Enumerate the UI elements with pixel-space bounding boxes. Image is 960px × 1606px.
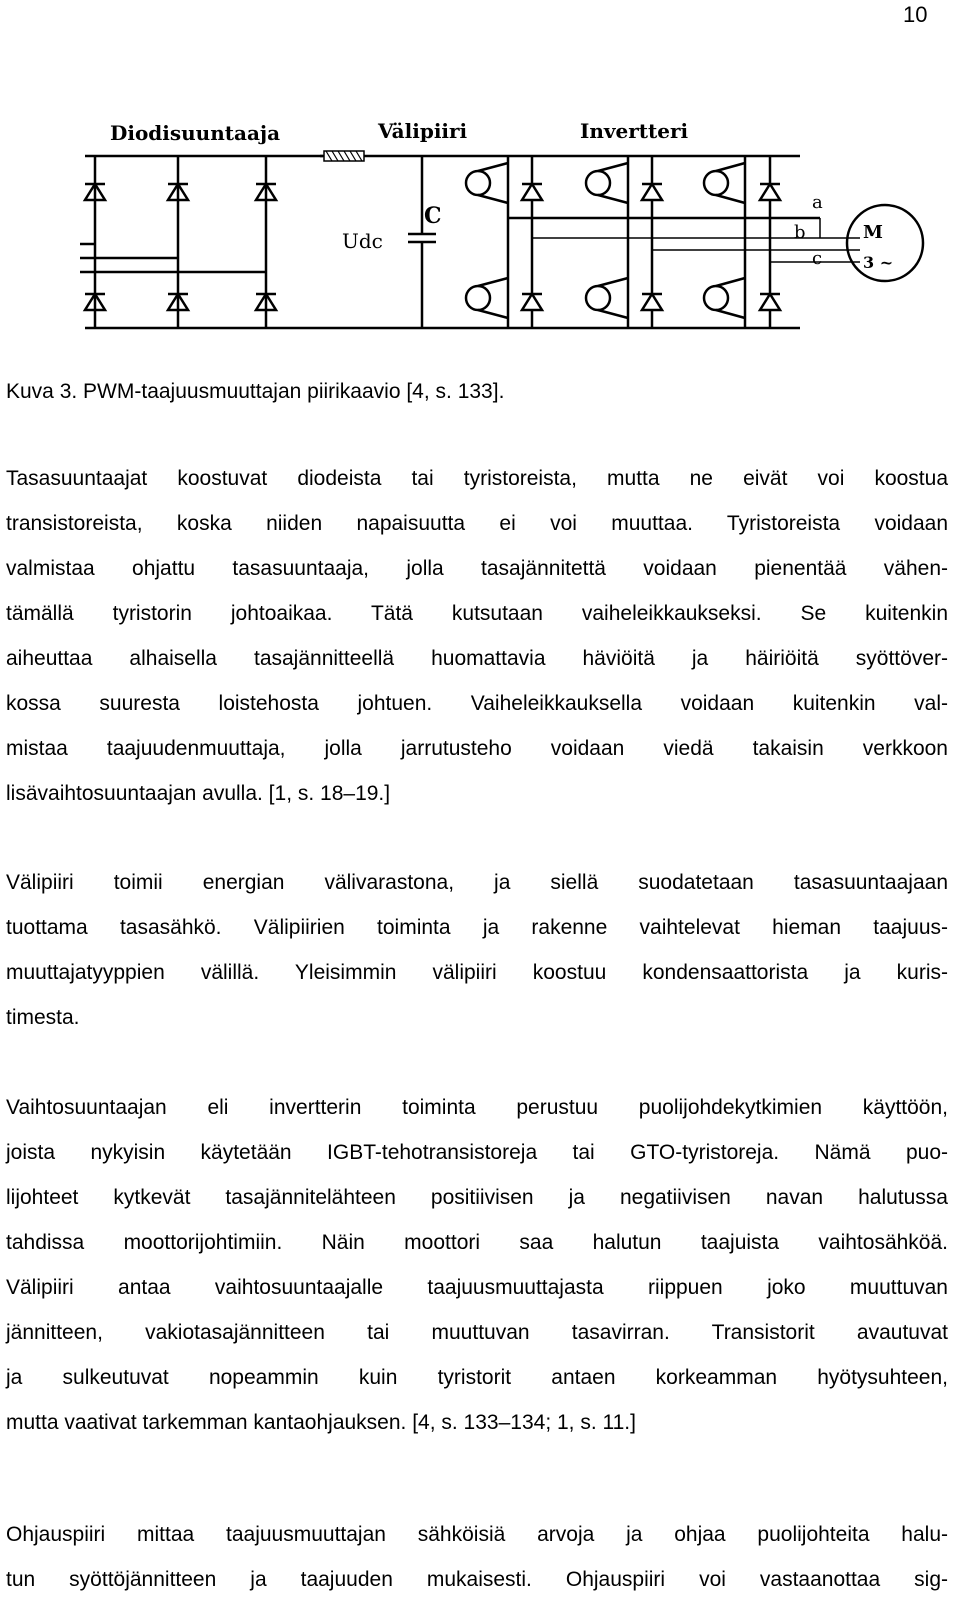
text-line: Ohjauspiiri mittaa taajuusmuuttajan sähköisiä arvoja ja ohjaa puolijohteita halu- (6, 1523, 948, 1546)
text-line: Vaihtosuuntaajan eli invertterin toiminta perustuu puolijohdekytkimien käyttöön, (6, 1096, 948, 1119)
label-motor-phases: 3 ~ (863, 253, 894, 272)
label-dc-link: Välipiiri (378, 119, 468, 143)
label-rectifier: Diodisuuntaaja (110, 121, 281, 145)
pwm-circuit-diagram (80, 88, 960, 368)
text-line: lijohteet kytkevät tasajännitelähteen positiivisen ja negatiivisen navan halutussa (6, 1186, 948, 1209)
label-voltage: Udc (342, 229, 383, 253)
label-phase-a: a (812, 192, 823, 213)
label-phase-b: b (794, 222, 806, 243)
text-line: muuttajatyyppien välillä. Yleisimmin välipiiri koostuu kondensaattorista ja kuris- (6, 961, 948, 984)
text-line: tun syöttöjännitteen ja taajuuden mukaisesti. Ohjauspiiri voi vastaanottaa sig- (6, 1568, 948, 1591)
text-line: Tasasuuntaajat koostuvat diodeista tai tyristoreista, mutta ne eivät voi koostua (6, 467, 948, 490)
text-line: tahdissa moottorijohtimiin. Näin moottori saa halutun taajuista vaihtosähköä. (6, 1231, 948, 1254)
text-line: jännitteen, vakiotasajännitteen tai muuttuvan tasavirran. Transistorit avautuvat (6, 1321, 948, 1344)
text-line: Välipiiri toimii energian välivarastona, ja siellä suodatetaan tasasuuntaajaan (6, 871, 948, 894)
paragraph-control-circuit (6, 1512, 948, 1602)
label-capacitor: C (424, 203, 442, 229)
paragraph-rectifiers (6, 456, 948, 816)
text-line: joista nykyisin käytetään IGBT-tehotransistoreja tai GTO-tyristoreja. Nämä puo- (6, 1141, 948, 1164)
figure-caption: Kuva 3. PWM-taajuusmuuttajan piirikaavio [4, s. 133]. (6, 380, 505, 403)
text-line: aiheuttaa alhaisella tasajännitteellä huomattavia häviöitä ja häiriöitä syöttöver- (6, 647, 948, 670)
text-line: tuottama tasasähkö. Välipiirien toiminta ja rakenne vaihtelevat hieman taajuus- (6, 916, 948, 939)
text-line: mistaa taajuudenmuuttaja, jolla jarrutusteho voidaan viedä takaisin verkkoon (6, 737, 948, 760)
label-inverter: Invertteri (580, 119, 689, 143)
text-line: kossa suuresta loistehosta johtuen. Vaiheleikkauksella voidaan kuitenkin val- (6, 692, 948, 715)
text-line: ja sulkeutuvat nopeammin kuin tyristorit antaen korkeamman hyötysuhteen, (6, 1366, 948, 1389)
text-line: timesta. (6, 1006, 80, 1029)
text-line: transistoreista, koska niiden napaisuutta ei voi muuttaa. Tyristoreista voidaan (6, 512, 948, 535)
paragraph-dc-link (6, 860, 948, 1040)
label-phase-c: c (812, 248, 823, 269)
paragraph-inverter (6, 1085, 948, 1445)
page-number: 10 (903, 2, 928, 27)
text-line: valmistaa ohjattu tasasuuntaaja, jolla tasajännitettä voidaan pienentää vähen- (6, 557, 948, 580)
text-line: lisävaihtosuuntaajan avulla. [1, s. 18–19.] (6, 782, 391, 805)
label-motor: M (863, 222, 883, 243)
text-line: Välipiiri antaa vaihtosuuntaajalle taajuusmuuttajasta riippuen joko muuttuvan (6, 1276, 948, 1299)
text-line: mutta vaativat tarkemman kantaohjauksen. [4, s. 133–134; 1, s. 11.] (6, 1411, 636, 1434)
rectifier-bridge (80, 156, 276, 328)
text-line: tämällä tyristorin johtoaikaa. Tätä kutsutaan vaiheleikkaukseksi. Se kuitenkin (6, 602, 948, 625)
capacitor-icon (408, 156, 436, 328)
choke-icon (320, 151, 364, 161)
